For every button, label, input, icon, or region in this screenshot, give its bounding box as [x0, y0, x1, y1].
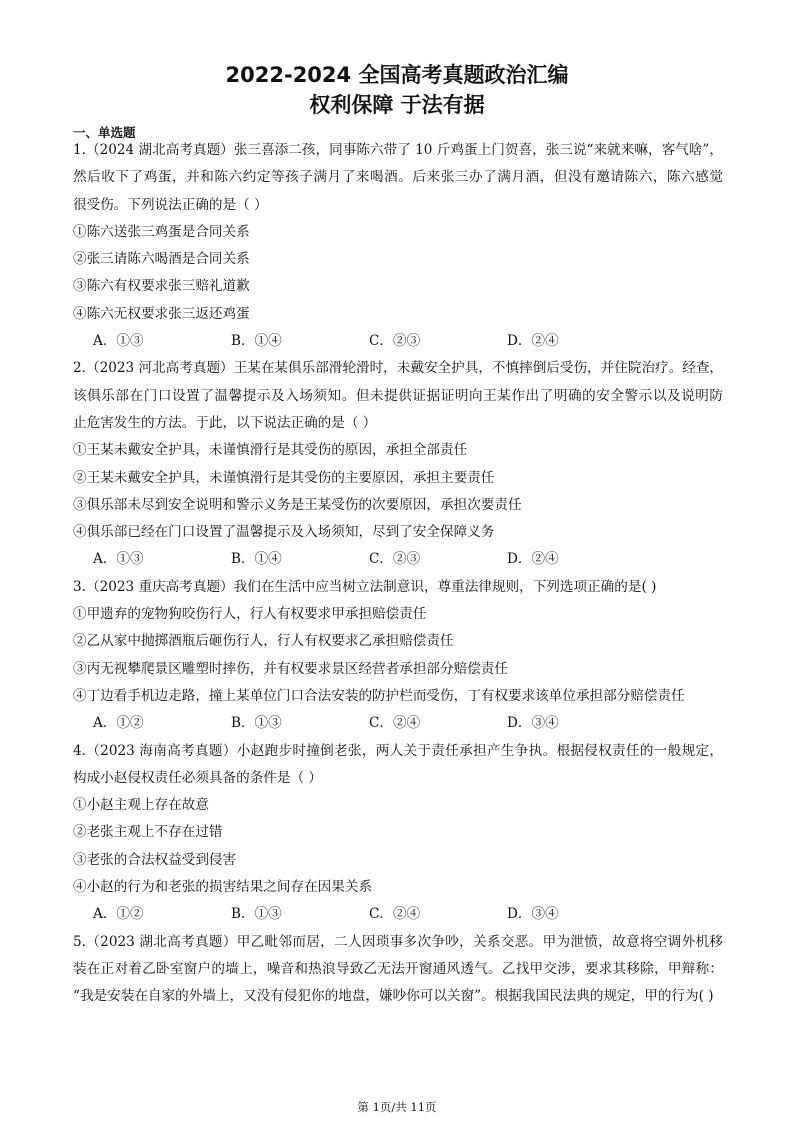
statement-item: ①甲遗弃的宠物狗咬伤行人，行人有权要求甲承担赔偿责任: [73, 606, 427, 623]
question-stem-line: 5.（2023 湖北高考真题）甲乙毗邻而居，二人因琐事多次争吵，关系交恶。甲为泄愤，故意将空调外机移: [73, 933, 723, 950]
statement-item: ①王某未戴安全护具，未谨慎滑行是其受伤的原因，承担全部责任: [73, 442, 468, 459]
question-block: [73, 137, 723, 355]
statement-item: ②老张主观上不存在过错: [73, 824, 223, 841]
question-stem-line: 2.（2023 河北高考真题）王某在某俱乐部滑轮滑时，未戴安全护具，不慎摔倒后受伤，并住院治疗。经查，: [73, 360, 723, 377]
statement-item: ③俱乐部未尽到安全说明和警示义务是王某受伤的次要原因，承担次要责任: [73, 496, 522, 513]
statement-item: ②王某未戴安全护具，未谨慎滑行是其受伤的主要原因，承担主要责任: [73, 469, 495, 486]
question-stem-line: 4.（2023 海南高考真题）小赵跑步时撞倒老张，两人关于责任承担产生争执。根据侵权责任的一般规定，: [73, 742, 723, 759]
answer-choice: C．②③: [369, 333, 421, 350]
answer-choice: A．①③: [93, 333, 144, 350]
statement-item: ④俱乐部已经在门口设置了温馨提示及入场须知，尽到了安全保障义务: [73, 524, 495, 541]
question-stem-line: “我是安装在自家的外墙上，又没有侵犯你的地盘，嫌吵你可以关窗”。根据我国民法典的规定，甲的行为( ): [73, 988, 714, 1005]
answer-choices: [73, 901, 723, 928]
section-heading: 一、单选题: [73, 125, 136, 140]
answer-choices: [73, 328, 723, 355]
question-stem-line: 构成小赵侵权责任必须具备的条件是（ ）: [73, 769, 323, 786]
statement-item: ④陈六无权要求张三返还鸡蛋: [73, 305, 250, 322]
question-block: [73, 738, 723, 929]
question-stem-line: 止危害发生的方法。于此，以下说法正确的是（ ）: [73, 414, 377, 431]
answer-choice: B．①③: [231, 715, 282, 732]
question-block: [73, 574, 723, 738]
statement-item: ①陈六送张三鸡蛋是合同关系: [73, 223, 250, 240]
question-stem-line: 然后收下了鸡蛋，并和陈六约定等孩子满月了来喝酒。后来张三办了满月酒，但没有邀请陈六，陈六感觉: [73, 169, 723, 186]
statement-item: ④小赵的行为和老张的损害结果之间存在因果关系: [73, 879, 373, 896]
answer-choice: B．①④: [231, 551, 282, 568]
answer-choice: A．①②: [93, 715, 144, 732]
answer-choice: A．①③: [93, 551, 144, 568]
answer-choice: C．②④: [369, 715, 421, 732]
document-title: 2022-2024 全国高考真题政治汇编: [225, 63, 569, 87]
statement-item: ③丙无视攀爬景区雕塑时摔伤，并有权要求景区经营者承担部分赔偿责任: [73, 660, 508, 677]
statement-item: ③老张的合法权益受到侵害: [73, 851, 237, 868]
statement-item: ②乙从家中抛掷酒瓶后砸伤行人，行人有权要求乙承担赔偿责任: [73, 633, 454, 650]
answer-choice: C．②③: [369, 551, 421, 568]
question-stem-line: 很受伤。下列说法正确的是（ ）: [73, 196, 268, 213]
statement-item: ④丁边看手机边走路，撞上某单位门口合法安装的防护栏而受伤，丁有权要求该单位承担部分赔偿责任: [73, 687, 685, 704]
question-stem-line: 该俱乐部在门口设置了温馨提示及入场须知。但未提供证据证明向王某作出了明确的安全警示以及说明防: [73, 387, 723, 404]
statement-item: ③陈六有权要求张三赔礼道歉: [73, 278, 250, 295]
question-stem-line: 3.（2023 重庆高考真题）我们在生活中应当树立法制意识，尊重法律规则，下列选项正确的是( ): [73, 578, 657, 595]
answer-choice: D．②④: [507, 333, 559, 350]
question-list: [73, 137, 723, 1011]
statement-item: ②张三请陈六喝酒是合同关系: [73, 251, 250, 268]
answer-choice: B．①③: [231, 906, 282, 923]
statement-item: ①小赵主观上存在故意: [73, 797, 209, 814]
document-subtitle: 权利保障 于法有据: [309, 93, 485, 117]
question-stem-line: 1.（2024 湖北高考真题）张三喜添二孩，同事陈六带了 10 斤鸡蛋上门贺喜，张三说“来就来嘛，客气啥”，: [73, 142, 723, 158]
answer-choice: D．③④: [507, 906, 559, 923]
answer-choices: [73, 710, 723, 737]
question-block: [73, 355, 723, 573]
question-block: [73, 929, 723, 1011]
answer-choices: [73, 546, 723, 573]
answer-choice: D．③④: [507, 715, 559, 732]
answer-choice: B．①④: [231, 333, 282, 350]
question-stem-line: 装在正对着乙卧室窗户的墙上，噪音和热浪导致乙无法开窗通风透气。乙找甲交涉，要求其移除，甲辩称：: [73, 960, 723, 977]
answer-choice: C．②④: [369, 906, 421, 923]
answer-choice: D．②④: [507, 551, 559, 568]
page-footer: 第 1页/共 11页: [357, 1100, 437, 1114]
answer-choice: A．①②: [93, 906, 144, 923]
